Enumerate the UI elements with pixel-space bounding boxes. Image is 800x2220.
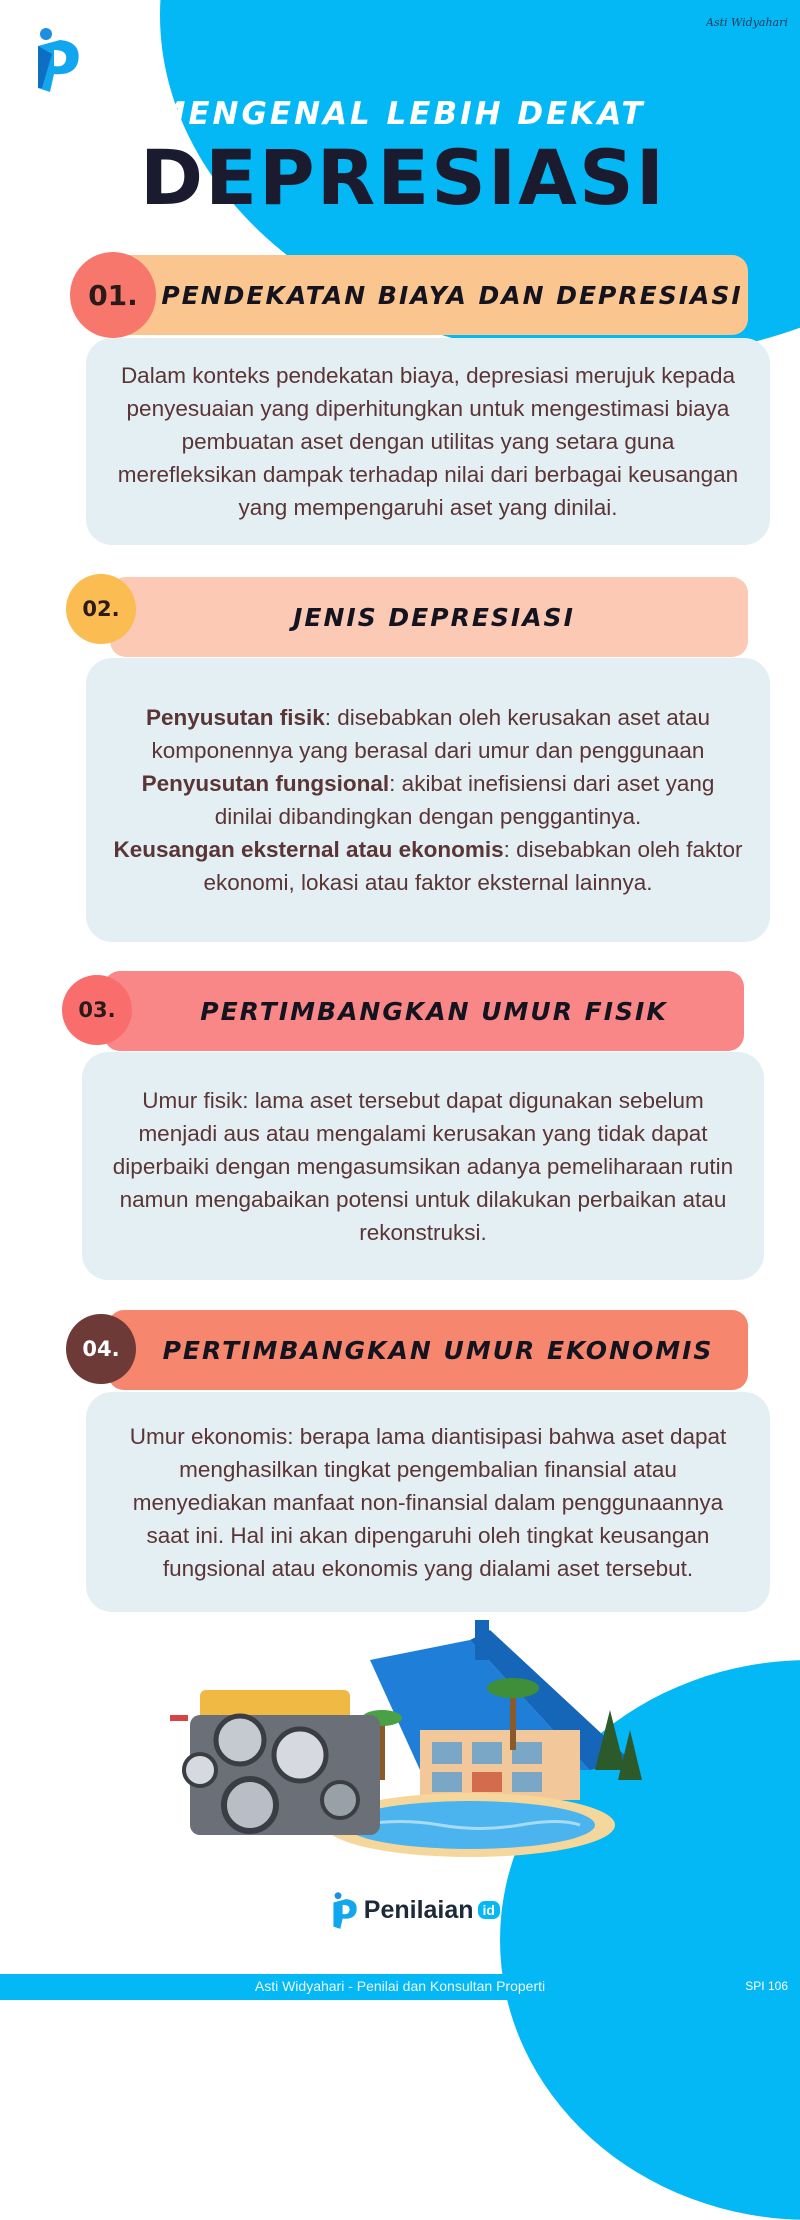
section-2-number: 02. — [66, 574, 136, 644]
brand-name: Penilaian — [363, 1895, 474, 1924]
section-4-card — [86, 1392, 770, 1612]
signature: Asti Widyahari — [706, 16, 788, 29]
footer-bar — [0, 1974, 800, 2000]
section-1-number: 01. — [70, 252, 156, 338]
penilaian-brand — [330, 1880, 500, 1940]
section-2-header — [110, 577, 748, 657]
section-2-term-physical: Penyusutan fisik — [145, 705, 325, 730]
section-1-card — [86, 338, 770, 545]
footer-code: SPI 106 — [745, 1979, 788, 1993]
section-3-heading: PERTIMBANGKAN UMUR FISIK — [200, 996, 668, 1026]
section-2-list — [112, 701, 744, 899]
brand-badge: id — [478, 1901, 500, 1919]
section-2-term-functional: Penyusutan fungsional — [141, 771, 390, 796]
section-1-body: Dalam konteks pendekatan biaya, depresiasi merujuk kepada penyesuaian yang diperhitungkan untuk mengestimasi biaya pembuatan aset dengan utilitas yang setara guna merefleksikan dampak terhadap nilai dari berbagai keusangan yang mempengaruhi aset yang dinilai. — [117, 363, 739, 520]
section-4-heading: PERTIMBANGKAN UMUR EKONOMIS — [162, 1335, 714, 1365]
section-2-heading: JENIS DEPRESIASI — [293, 602, 575, 632]
section-2-desc-physical: : disebabkan oleh kerusakan aset atau komponennya yang berasal dari umur dan penggunaan — [151, 705, 711, 763]
engine-and-house-illustration — [170, 1620, 650, 1870]
section-1-header — [100, 255, 748, 335]
section-2-desc-external: : disebabkan oleh faktor ekonomi, lokasi atau faktor eksternal lainnya. — [203, 837, 743, 895]
section-3-body: Umur fisik: lama aset tersebut dapat digunakan sebelum menjadi aus atau mengalami kerusakan yang tidak dapat diperbaiki dengan mengasumsikan adanya pemeliharaan rutin namun mengabaikan potensi untuk dilakukan perbaikan atau rekonstruksi. — [112, 1087, 734, 1245]
section-4-number: 04. — [66, 1314, 136, 1384]
section-2-desc-functional: : akibat inefisiensi dari aset yang dinilai dibandingkan dengan penggantinya. — [214, 771, 715, 829]
page-subtitle: MENGENAL LEBIH DEKAT — [154, 96, 646, 132]
page-title: DEPRESIASI — [140, 133, 666, 222]
section-2-card — [86, 658, 770, 942]
penilaian-brand-icon — [330, 1886, 360, 1934]
section-2-term-external: Keusangan eksternal atau ekonomis — [113, 837, 504, 862]
footer-text: Asti Widyahari - Penilai dan Konsultan Properti — [254, 1978, 546, 1994]
penilaian-logo-icon — [32, 24, 84, 94]
section-4-header — [108, 1310, 748, 1390]
section-3-header — [104, 971, 744, 1051]
section-3-number: 03. — [62, 975, 132, 1045]
section-4-body: Umur ekonomis: berapa lama diantisipasi bahwa aset dapat menghasilkan tingkat pengembalian finansial atau menyediakan manfaat non-finansial dalam penggunaannya saat ini. Hal ini akan dipengaruhi oleh tingkat keusangan fungsional atau ekonomis yang dialami aset tersebut. — [129, 1423, 727, 1581]
section-3-card — [82, 1052, 764, 1280]
section-1-heading: PENDEKATAN BIAYA DAN DEPRESIASI — [161, 280, 743, 310]
